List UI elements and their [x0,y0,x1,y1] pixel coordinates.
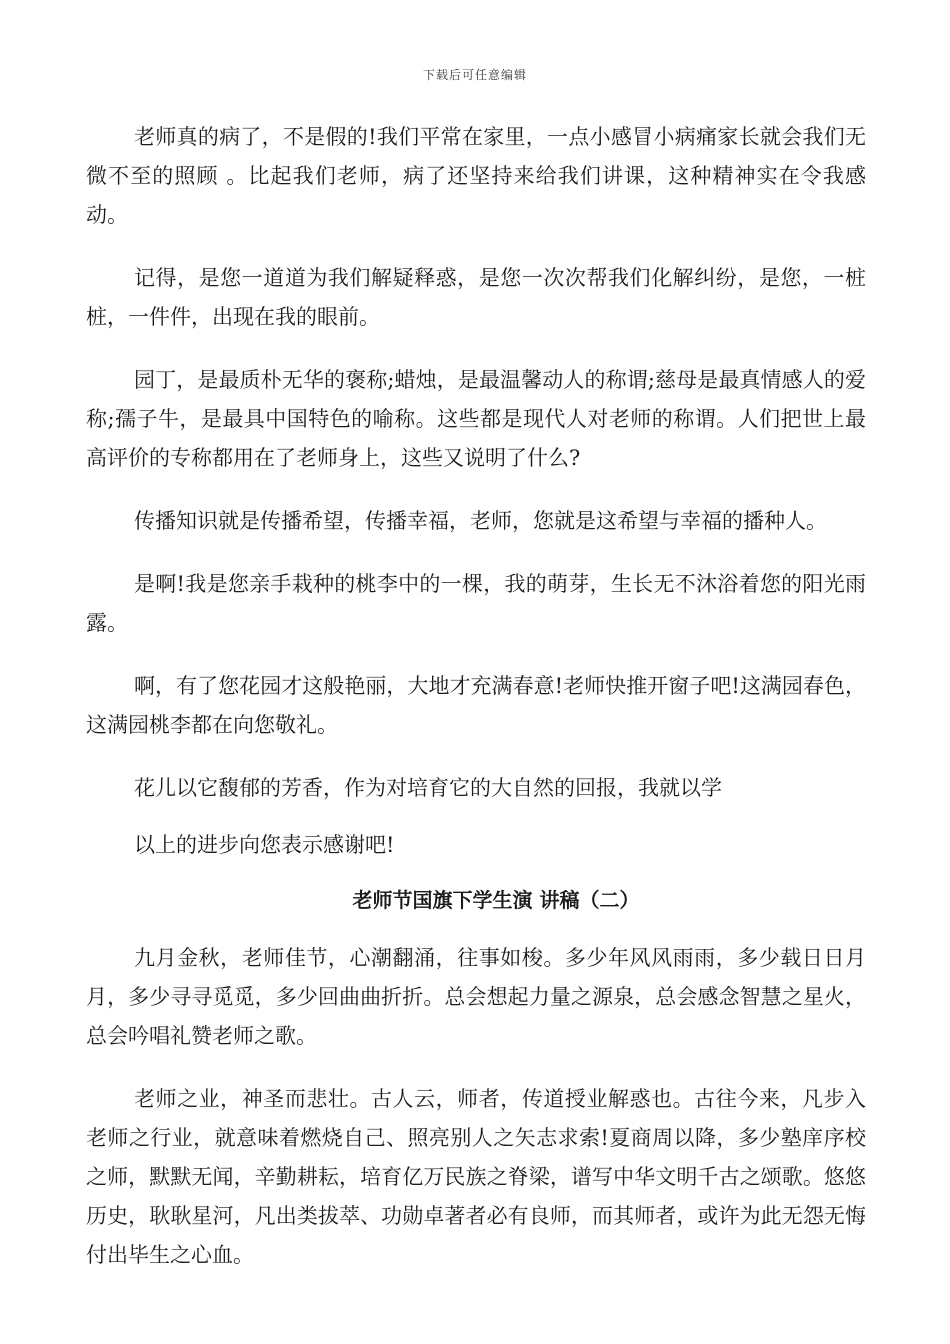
paragraph: 九月金秋，老师佳节，心潮翻涌，往事如梭。多少年风风雨雨，多少载日日月月，多少寻寻觅觅，多少回曲曲折折。总会想起力量之源泉，总会感念智慧之星火，总会吟唱礼赞老师之歌。 [86,946,866,1048]
paragraph: 老师之业，神圣而悲壮。古人云，师者，传道授业解惑也。古往今来，凡步入老师之行业，就意味着燃烧自己、照亮别人之矢志求索!夏商周以降，多少塾庠序校之师，默默无闻，辛勤耕耘，培育亿万民族之脊梁，谱写中华文明千古之颂歌。悠悠历史，耿耿星河，凡出类拔萃、功勋卓著者必有良师，而其师者，或许为此无怨无悔付出毕生之心血。 [86,1087,866,1267]
paragraph: 是啊!我是您亲手栽种的桃李中的一棵，我的萌芽，生长无不沐浴着您的阳光雨露。 [86,572,866,635]
page-header-note: 下载后可任意编辑 [422,68,527,82]
paragraph: 园丁，是最质朴无华的褒称;蜡烛，是最温馨动人的称谓;慈母是最真情感人的爱称;孺子牛，是最具中国特色的喻称。这些都是现代人对老师的称谓。人们把世上最高评价的专称都用在了老师身上，这些又说明了什么? [86,368,866,470]
paragraph: 啊，有了您花园才这般艳丽，大地才充满春意!老师快推开窗子吧!这满园春色，这满园桃李都在向您敬礼。 [86,674,866,737]
paragraph: 老师真的病了，不是假的!我们平常在家里，一点小感冒小病痛家长就会我们无微不至的照顾 。比起我们老师，病了还坚持来给我们讲课，这种精神实在令我感动。 [86,125,866,227]
paragraph: 传播知识就是传播希望，传播幸福，老师，您就是这希望与幸福的播种人。 [134,509,827,533]
paragraph: 记得，是您一道道为我们解疑释惑，是您一次次帮我们化解纠纷，是您，一桩桩，一件件，出现在我的眼前。 [86,266,866,329]
paragraph: 花儿以它馥郁的芳香，作为对培育它的大自然的回报，我就以学 [134,776,722,800]
section-title: 老师节国旗下学生演 讲稿（二） [352,888,640,912]
paragraph: 以上的进步向您表示感谢吧! [134,833,395,857]
document-body [86,118,866,1299]
